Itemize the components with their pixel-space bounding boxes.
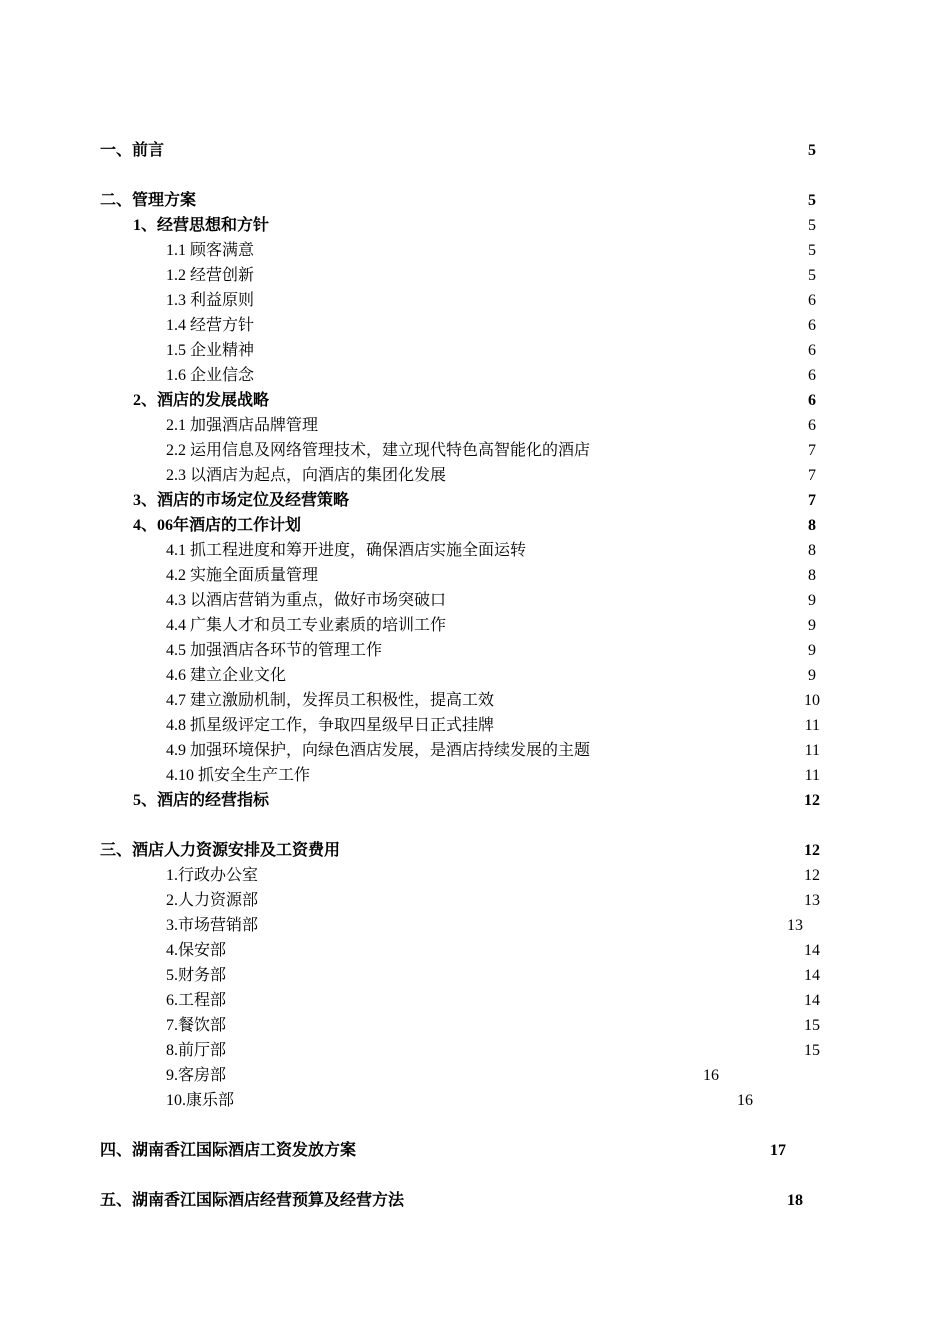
toc-entry-page: 11 <box>804 717 820 734</box>
toc-item <box>0 963 950 988</box>
toc-entry-title: 5.财务部 <box>166 967 227 984</box>
toc-item <box>0 988 950 1013</box>
toc-item <box>0 238 950 263</box>
toc-entry-page: 8 <box>808 542 816 559</box>
toc-entry-page: 13 <box>804 892 820 909</box>
toc-entry-page: 6 <box>808 342 816 359</box>
toc-entry-page: 5 <box>808 142 816 159</box>
toc-item <box>0 438 950 463</box>
toc-entry-page: 6 <box>808 367 816 384</box>
toc-entry-page: 13 <box>787 917 803 934</box>
toc-entry-page: 5 <box>808 242 816 259</box>
toc-item <box>0 688 950 713</box>
toc-entry-page: 12 <box>804 792 820 809</box>
toc-entry-page: 7 <box>808 492 816 509</box>
toc-entry-title: 三、酒店人力资源安排及工资费用 <box>100 842 341 859</box>
toc-entry-page: 18 <box>787 1192 803 1209</box>
toc-entry-title: 1.1 顾客满意 <box>166 242 255 259</box>
toc-item <box>0 763 950 788</box>
toc-entry-title: 4.9 加强环境保护，向绿色酒店发展，是酒店持续发展的主题 <box>166 742 591 759</box>
toc-entry-title: 8.前厅部 <box>166 1042 227 1059</box>
toc-entry-page: 11 <box>804 742 820 759</box>
toc-entry-title: 4.2 实施全面质量管理 <box>166 567 319 584</box>
toc-subsection <box>0 513 950 538</box>
toc-item <box>0 663 950 688</box>
toc-subsection <box>0 388 950 413</box>
toc-item <box>0 713 950 738</box>
toc-entry-title: 4.4 广集人才和员工专业素质的培训工作 <box>166 617 447 634</box>
toc-entry-page: 15 <box>804 1017 820 1034</box>
toc-entry-title: 4.7 建立激励机制，发挥员工积极性，提高工效 <box>166 692 495 709</box>
toc-entry-page: 14 <box>804 992 820 1009</box>
toc-entry-page: 6 <box>808 417 816 434</box>
toc-item <box>0 263 950 288</box>
toc-entry-page: 9 <box>808 667 816 684</box>
toc-entry-title: 4.保安部 <box>166 942 227 959</box>
toc-entry-page: 6 <box>808 392 816 409</box>
toc-entry-page: 7 <box>808 467 816 484</box>
toc-entry-title: 9.客房部 <box>166 1067 227 1084</box>
toc-entry-title: 2.1 加强酒店品牌管理 <box>166 417 319 434</box>
toc-entry-page: 9 <box>808 617 816 634</box>
toc-item <box>0 413 950 438</box>
toc-entry-page: 17 <box>770 1142 786 1159</box>
toc-item <box>0 363 950 388</box>
toc-item <box>0 288 950 313</box>
toc-entry-page: 14 <box>804 967 820 984</box>
toc-entry-page: 10 <box>804 692 820 709</box>
toc-entry-page: 9 <box>808 642 816 659</box>
toc-entry-page: 12 <box>804 867 820 884</box>
toc-entry-title: 1.6 企业信念 <box>166 367 255 384</box>
toc-item <box>0 888 950 913</box>
toc-entry-title: 4.10 抓安全生产工作 <box>166 767 311 784</box>
toc-entry-page: 5 <box>808 217 816 234</box>
toc-entry-page: 5 <box>808 192 816 209</box>
toc-entry-title: 10.康乐部 <box>166 1092 235 1109</box>
toc-item <box>0 638 950 663</box>
toc-entry-title: 6.工程部 <box>166 992 227 1009</box>
toc-item <box>0 588 950 613</box>
toc-entry-page: 6 <box>808 317 816 334</box>
toc-entry-title: 4.3 以酒店营销为重点，做好市场突破口 <box>166 592 447 609</box>
toc-entry-title: 4、06年酒店的工作计划 <box>133 517 302 534</box>
toc-item <box>0 913 950 938</box>
toc-item <box>0 463 950 488</box>
toc-item <box>0 313 950 338</box>
toc-entry-title: 3.市场营销部 <box>166 917 259 934</box>
toc-subsection <box>0 213 950 238</box>
toc-entry-title: 四、湖南香江国际酒店工资发放方案 <box>100 1142 357 1159</box>
toc-item <box>0 1013 950 1038</box>
toc-entry-page: 16 <box>737 1092 753 1109</box>
toc-entry-page: 12 <box>804 842 820 859</box>
toc-section-budget <box>0 1188 950 1213</box>
toc-item <box>0 1088 950 1113</box>
toc-section-management <box>0 188 950 213</box>
toc-item <box>0 563 950 588</box>
toc-entry-title: 1.行政办公室 <box>166 867 259 884</box>
toc-section-human-resources <box>0 838 950 863</box>
toc-item <box>0 538 950 563</box>
toc-entry-title: 4.6 建立企业文化 <box>166 667 287 684</box>
toc-item <box>0 938 950 963</box>
toc-entry-title: 1、经营思想和方针 <box>133 217 270 234</box>
toc-entry-title: 2、酒店的发展战略 <box>133 392 270 409</box>
toc-entry-page: 15 <box>804 1042 820 1059</box>
toc-entry-title: 一、前言 <box>100 142 165 159</box>
toc-entry-title: 2.2 运用信息及网络管理技术，建立现代特色高智能化的酒店 <box>166 442 591 459</box>
toc-entry-title: 4.1 抓工程进度和筹开进度，确保酒店实施全面运转 <box>166 542 527 559</box>
toc-entry-page: 11 <box>804 767 820 784</box>
toc-entry-page: 16 <box>703 1067 719 1084</box>
toc-entry-title: 5、酒店的经营指标 <box>133 792 270 809</box>
toc-entry-title: 7.餐饮部 <box>166 1017 227 1034</box>
toc-entry-page: 8 <box>808 567 816 584</box>
toc-item <box>0 338 950 363</box>
toc-section-preface <box>0 138 950 163</box>
toc-item <box>0 738 950 763</box>
toc-item <box>0 863 950 888</box>
toc-entry-title: 二、管理方案 <box>100 192 197 209</box>
toc-entry-title: 五、湖南香江国际酒店经营预算及经营方法 <box>100 1192 405 1209</box>
toc-section-salary-plan <box>0 1138 950 1163</box>
toc-entry-page: 7 <box>808 442 816 459</box>
toc-entry-title: 2.人力资源部 <box>166 892 259 909</box>
toc-entry-page: 5 <box>808 267 816 284</box>
toc-item <box>0 1038 950 1063</box>
toc-entry-title: 1.4 经营方针 <box>166 317 255 334</box>
toc-item <box>0 613 950 638</box>
toc-entry-title: 2.3 以酒店为起点，向酒店的集团化发展 <box>166 467 447 484</box>
toc-entry-title: 4.8 抓星级评定工作，争取四星级早日正式挂牌 <box>166 717 495 734</box>
toc-entry-title: 1.3 利益原则 <box>166 292 255 309</box>
toc-subsection <box>0 788 950 813</box>
toc-entry-page: 14 <box>804 942 820 959</box>
toc-entry-title: 1.5 企业精神 <box>166 342 255 359</box>
toc-entry-title: 4.5 加强酒店各环节的管理工作 <box>166 642 383 659</box>
toc-entry-title: 1.2 经营创新 <box>166 267 255 284</box>
toc-entry-page: 9 <box>808 592 816 609</box>
toc-entry-page: 6 <box>808 292 816 309</box>
toc-entry-page: 8 <box>808 517 816 534</box>
toc-subsection <box>0 488 950 513</box>
toc-entry-title: 3、酒店的市场定位及经营策略 <box>133 492 350 509</box>
toc-item <box>0 1063 950 1088</box>
